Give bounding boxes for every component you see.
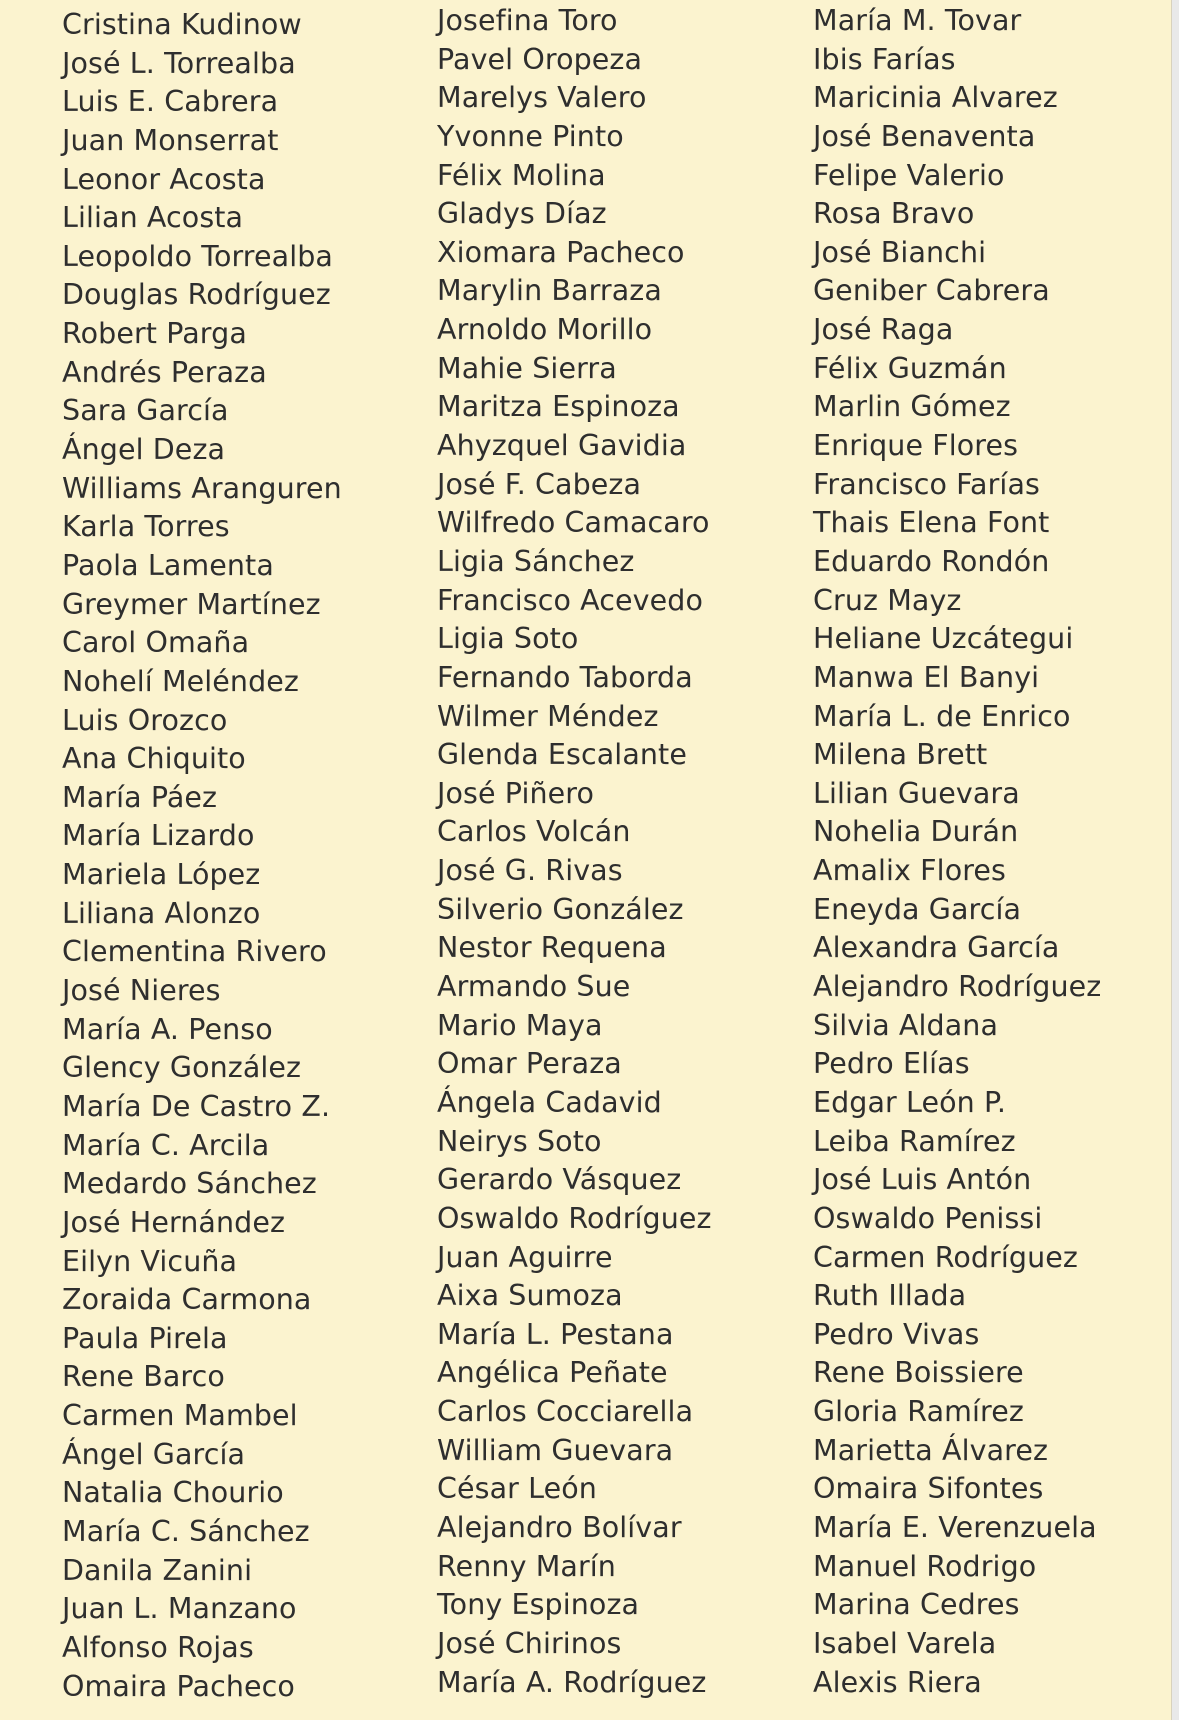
name-entry: Ángel Deza: [62, 433, 226, 467]
name-entry: Wilfredo Camacaro: [437, 506, 710, 540]
name-entry: Ligia Sánchez: [437, 544, 635, 578]
name-entry: María De Castro Z.: [62, 1089, 331, 1123]
name-entry: Silverio González: [437, 892, 684, 926]
name-entry: Alfonso Rojas: [62, 1630, 254, 1664]
name-entry: Alejandro Rodríguez: [813, 970, 1102, 1004]
name-entry: Fernando Taborda: [437, 660, 693, 694]
name-entry: Manwa El Banyi: [813, 660, 1040, 694]
name-entry: José Bianchi: [813, 235, 987, 269]
name-entry: Maricinia Alvarez: [813, 81, 1058, 115]
name-entry: Isabel Varela: [813, 1626, 997, 1660]
name-entry: José Benaventa: [813, 119, 1036, 153]
name-entry: José Hernández: [62, 1205, 286, 1239]
name-entry: Alejandro Bolívar: [437, 1510, 682, 1544]
name-entry: Josefina Toro: [437, 4, 618, 37]
name-entry: Ruth Illada: [813, 1279, 967, 1313]
name-entry: Rene Barco: [62, 1360, 225, 1394]
name-entry: Leiba Ramírez: [813, 1124, 1016, 1158]
name-entry: Pedro Vivas: [813, 1317, 980, 1351]
name-entry: Ibis Farías: [813, 42, 956, 76]
name-entry: Clementina Rivero: [62, 935, 327, 969]
name-entry: Gloria Ramírez: [813, 1395, 1024, 1429]
name-entry: Maritza Espinoza: [437, 390, 680, 424]
name-entry: María Páez: [62, 780, 218, 814]
name-entry: Cruz Mayz: [813, 583, 962, 617]
name-entry: Marietta Álvarez: [813, 1433, 1049, 1467]
name-entry: Thais Elena Font: [813, 506, 1050, 540]
name-entry: Nestor Requena: [437, 931, 667, 965]
name-entry: Leonor Acosta: [62, 162, 266, 196]
name-entry: Greymer Martínez: [62, 587, 321, 621]
name-entry: Silvia Aldana: [813, 1008, 999, 1042]
name-entry: Renny Marín: [437, 1549, 616, 1583]
name-entry: Omaira Sifontes: [813, 1472, 1044, 1506]
name-entry: Geniber Cabrera: [813, 274, 1050, 308]
name-entry: Ángel García: [62, 1437, 246, 1471]
name-entry: Lilian Guevara: [813, 776, 1020, 810]
name-entry: Andrés Peraza: [62, 355, 267, 389]
name-entry: José G. Rivas: [437, 854, 623, 888]
name-entry: Carmen Rodríguez: [813, 1240, 1078, 1274]
name-entry: Neirys Soto: [437, 1124, 602, 1158]
name-entry: Gladys Díaz: [437, 197, 607, 231]
name-entry: Carlos Volcán: [437, 815, 631, 849]
name-entry: William Guevara: [437, 1433, 674, 1467]
names-column-3: [813, 2, 1101, 1702]
name-entry: Robert Parga: [62, 317, 247, 351]
name-entry: Ana Chiquito: [62, 742, 246, 776]
name-entry: Juan Aguirre: [437, 1240, 613, 1274]
name-entry: Glency González: [62, 1051, 302, 1085]
name-entry: Milena Brett: [813, 738, 988, 772]
name-entry: Eilyn Vicuña: [62, 1244, 238, 1278]
name-entry: Paula Pirela: [62, 1321, 228, 1355]
name-entry: Rene Boissiere: [813, 1356, 1024, 1390]
name-entry: Marelys Valero: [437, 81, 647, 115]
name-entry: Marlin Gómez: [813, 390, 1011, 424]
name-entry: Marina Cedres: [813, 1588, 1020, 1622]
name-entry: Glenda Escalante: [437, 738, 687, 772]
name-entry: José L. Torrealba: [62, 46, 296, 80]
name-entry: Enrique Flores: [813, 429, 1019, 463]
page-edge: [1172, 0, 1179, 1720]
name-entry: José Chirinos: [437, 1626, 622, 1660]
name-entry: Carlos Cocciarella: [437, 1395, 694, 1429]
name-entry: Lilian Acosta: [62, 201, 244, 235]
name-entry: Liliana Alonzo: [62, 896, 261, 930]
name-entry: María Lizardo: [62, 819, 255, 853]
name-entry: Angélica Peñate: [437, 1356, 668, 1390]
name-entry: Felipe Valerio: [813, 158, 1005, 192]
name-entry: Francisco Farías: [813, 467, 1040, 501]
name-entry: María E. Verenzuela: [813, 1510, 1097, 1544]
name-entry: Leopoldo Torrealba: [62, 239, 333, 273]
name-entry: Gerardo Vásquez: [437, 1163, 682, 1197]
name-entry: María L. Pestana: [437, 1317, 674, 1351]
name-entry: Omaira Pacheco: [62, 1669, 295, 1703]
name-entry: Félix Guzmán: [813, 351, 1007, 385]
name-entry: Ligia Soto: [437, 622, 579, 656]
name-entry: Alexandra García: [813, 931, 1060, 965]
name-entry: Danila Zanini: [62, 1553, 253, 1587]
name-entry: Sara García: [62, 394, 229, 428]
names-column-2: [437, 2, 712, 1702]
name-entry: María A. Penso: [62, 1012, 273, 1046]
name-entry: Oswaldo Rodríguez: [437, 1201, 712, 1235]
name-entry: Pedro Elías: [813, 1047, 970, 1081]
name-entry: Carmen Mambel: [62, 1399, 298, 1433]
name-entry: Carol Omaña: [62, 626, 250, 660]
name-entry: Amalix Flores: [813, 854, 1007, 888]
name-entry: Nohelí Meléndez: [62, 664, 299, 698]
name-entry: Ángela Cadavid: [437, 1085, 662, 1119]
name-entry: Rosa Bravo: [813, 197, 975, 231]
name-entry: José F. Cabeza: [437, 467, 642, 501]
name-entry: Luis Orozco: [62, 703, 228, 737]
name-entry: Cristina Kudinow: [62, 8, 302, 41]
name-entry: Williams Aranguren: [62, 471, 342, 505]
name-entry: Juan L. Manzano: [62, 1592, 297, 1626]
name-entry: Natalia Chourio: [62, 1476, 284, 1510]
name-entry: Yvonne Pinto: [437, 119, 624, 153]
name-entry: Arnoldo Morillo: [437, 313, 653, 347]
name-entry: Marylin Barraza: [437, 274, 662, 308]
name-entry: Zoraida Carmona: [62, 1283, 312, 1317]
name-entry: Medardo Sánchez: [62, 1167, 317, 1201]
name-entry: Luis E. Cabrera: [62, 85, 279, 119]
name-entry: Aixa Sumoza: [437, 1279, 623, 1313]
name-entry: Nohelia Durán: [813, 815, 1019, 849]
name-entry: Alexis Riera: [813, 1665, 982, 1699]
name-entry: María A. Rodríguez: [437, 1665, 707, 1699]
name-entry: Xiomara Pacheco: [437, 235, 685, 269]
name-entry: Mario Maya: [437, 1008, 603, 1042]
name-entry: Manuel Rodrigo: [813, 1549, 1037, 1583]
name-entry: Ahyzquel Gavidia: [437, 429, 687, 463]
name-entry: José Nieres: [62, 974, 221, 1008]
name-entry: María L. de Enrico: [813, 699, 1071, 733]
name-entry: Omar Peraza: [437, 1047, 622, 1081]
name-entry: Wilmer Méndez: [437, 699, 659, 733]
name-entry: Mariela López: [62, 858, 261, 892]
name-entry: Pavel Oropeza: [437, 42, 643, 76]
name-entry: Juan Monserrat: [62, 123, 279, 157]
name-entry: Tony Espinoza: [437, 1588, 640, 1622]
name-entry: José Luis Antón: [813, 1163, 1032, 1197]
name-entry: Paola Lamenta: [62, 548, 274, 582]
name-entry: Oswaldo Penissi: [813, 1201, 1043, 1235]
name-entry: César León: [437, 1472, 597, 1506]
name-entry: José Raga: [813, 313, 954, 347]
name-entry: Karla Torres: [62, 510, 230, 544]
name-entry: Mahie Sierra: [437, 351, 617, 385]
name-entry: Eduardo Rondón: [813, 544, 1050, 578]
name-entry: Armando Sue: [437, 970, 631, 1004]
name-entry: Félix Molina: [437, 158, 606, 192]
name-entry: Heliane Uzcátegui: [813, 622, 1074, 656]
names-column-1: [62, 6, 342, 1706]
name-entry: María M. Tovar: [813, 4, 1022, 37]
name-entry: María C. Arcila: [62, 1128, 270, 1162]
name-entry: José Piñero: [437, 776, 594, 810]
name-entry: Douglas Rodríguez: [62, 278, 331, 312]
name-entry: Edgar León P.: [813, 1085, 1007, 1119]
name-entry: Francisco Acevedo: [437, 583, 703, 617]
name-entry: Eneyda García: [813, 892, 1022, 926]
name-entry: María C. Sánchez: [62, 1514, 310, 1548]
